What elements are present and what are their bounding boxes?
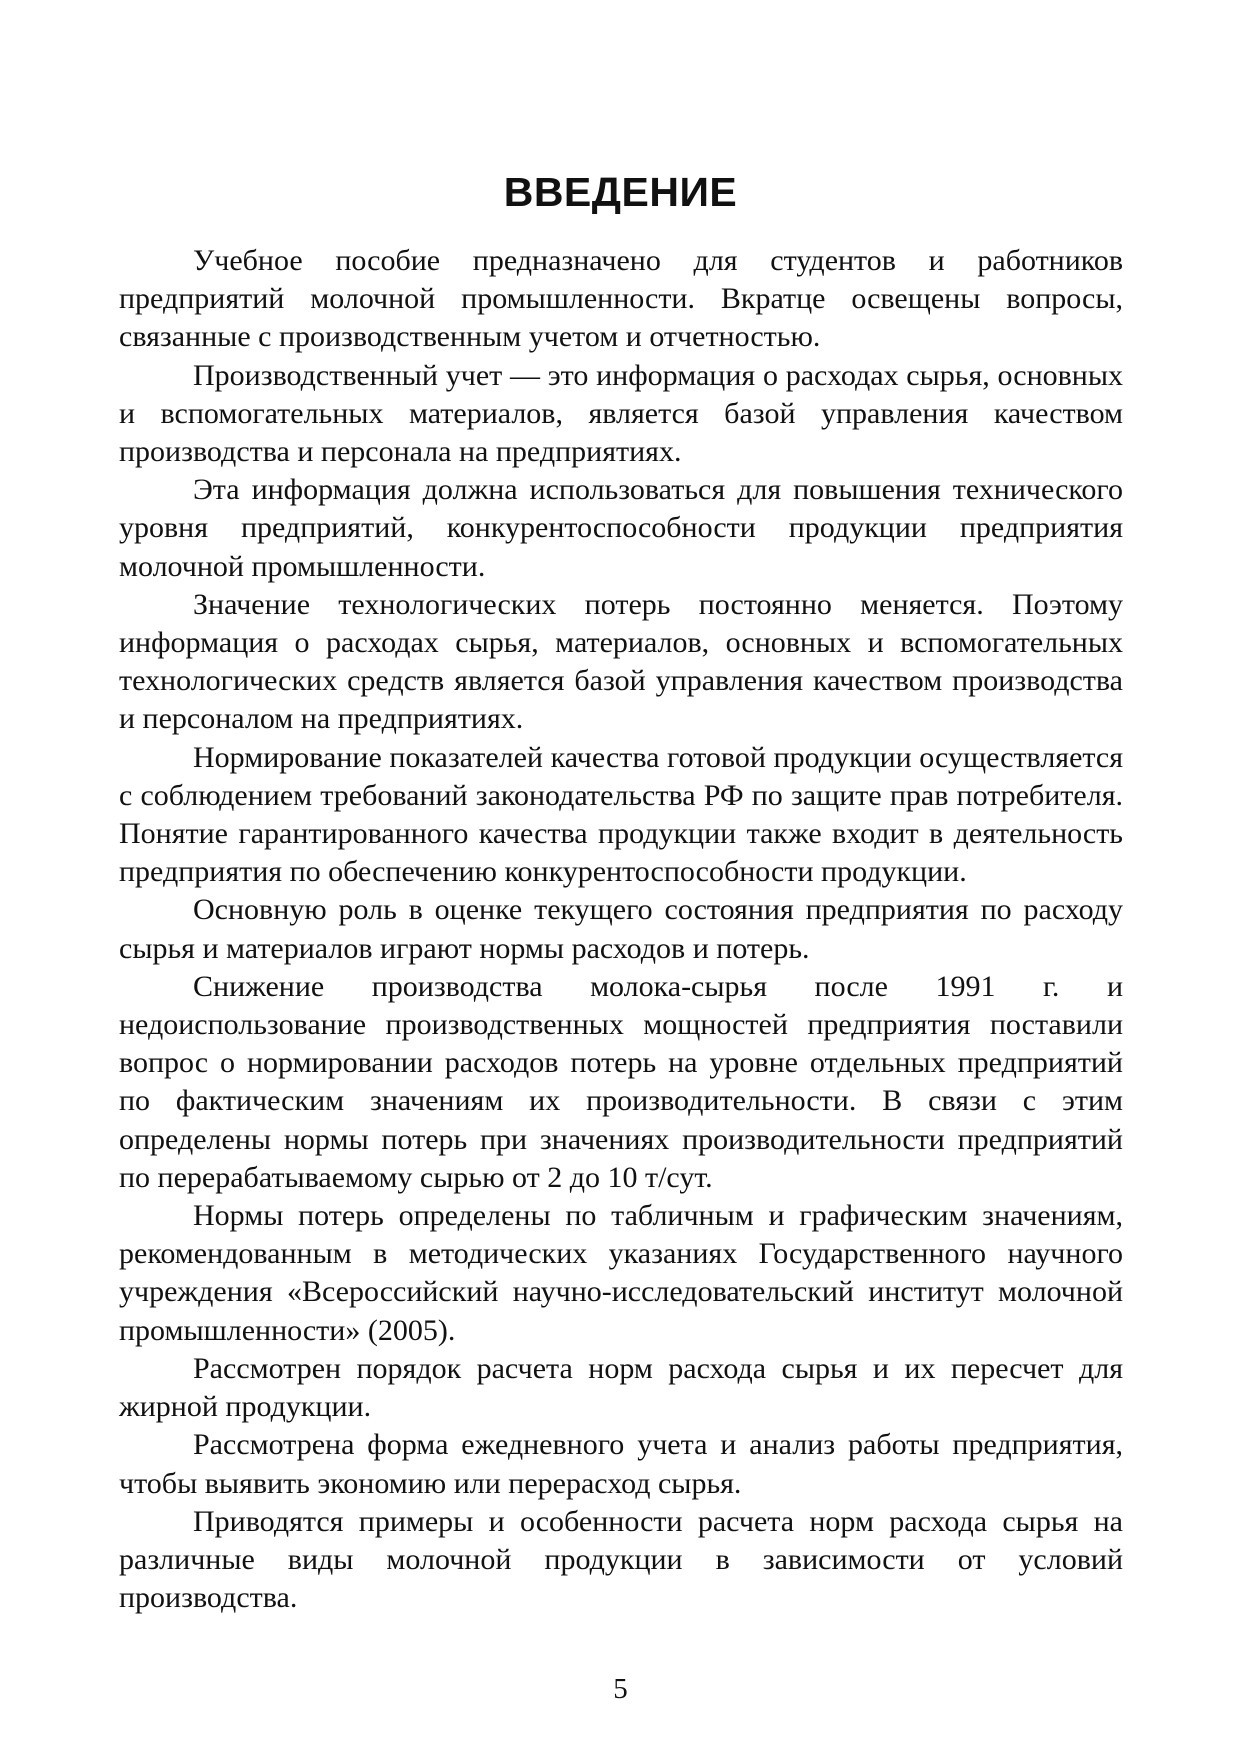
- paragraph: Рассмотрена форма ежедневного учета и анализ работы предприятия, чтобы выявить экономию или перерасход сырья.: [119, 1428, 1123, 1500]
- paragraph: Снижение производства молока-сырья после 1991 г. и недоиспользование производственных мощностей предприятия поставили вопрос о нормировании расходов потерь на уровне отдельных предприятий по фактическим значениям их производительности. В связи с этим определены нормы потерь при значениях производительности предприятий по перерабатываемому сырью от 2 до 10 т/сут.: [119, 969, 1123, 1194]
- paragraph: Учебное пособие предназначено для студентов и работников предприятий молочной промышленности. Вкратце освещены вопросы, связанные с производственным учетом и отчетностью.: [119, 244, 1123, 354]
- paragraph: Эта информация должна использоваться для повышения технического уровня предприятий, конкурентоспособности продукции предприятия молочной промышленности.: [119, 473, 1123, 583]
- paragraph: Значение технологических потерь постоянно меняется. Поэтому информация о расходах сырья, материалов, основных и вспомогательных технологических средств является базой управления качеством производства и персоналом на предприятиях.: [119, 587, 1123, 736]
- body-text: [119, 242, 1123, 1617]
- paragraph: Нормы потерь определены по табличным и графическим значениям, рекомендованным в методических указаниях Государственного научного учреждения «Всероссийский научно-исследовательский институт молочной промышленности» (2005).: [119, 1199, 1123, 1347]
- paragraph: Основную роль в оценке текущего состояния предприятия по расходу сырья и материалов играют нормы расходов и потерь.: [119, 893, 1123, 965]
- paragraph: Производственный учет — это информация о расходах сырья, основных и вспомогательных материалов, является базой управления качеством производства и персонала на предприятиях.: [119, 358, 1123, 469]
- paragraph: Нормирование показателей качества готовой продукции осуществляется с соблюдением требований законодательства РФ по защите прав потребителя. Понятие гарантированного качества продукции также входит в деятельность предприятия по обеспечению конкурентоспособности продукции.: [119, 740, 1123, 889]
- page-title: ВВЕДЕНИЕ: [503, 169, 738, 215]
- page-number: 5: [613, 1673, 628, 1705]
- paragraph: Приводятся примеры и особенности расчета норм расхода сырья на различные виды молочной продукции в зависимости от условий производства.: [119, 1504, 1123, 1615]
- paragraph: Рассмотрен порядок расчета норм расхода сырья и их пересчет для жирной продукции.: [119, 1351, 1123, 1424]
